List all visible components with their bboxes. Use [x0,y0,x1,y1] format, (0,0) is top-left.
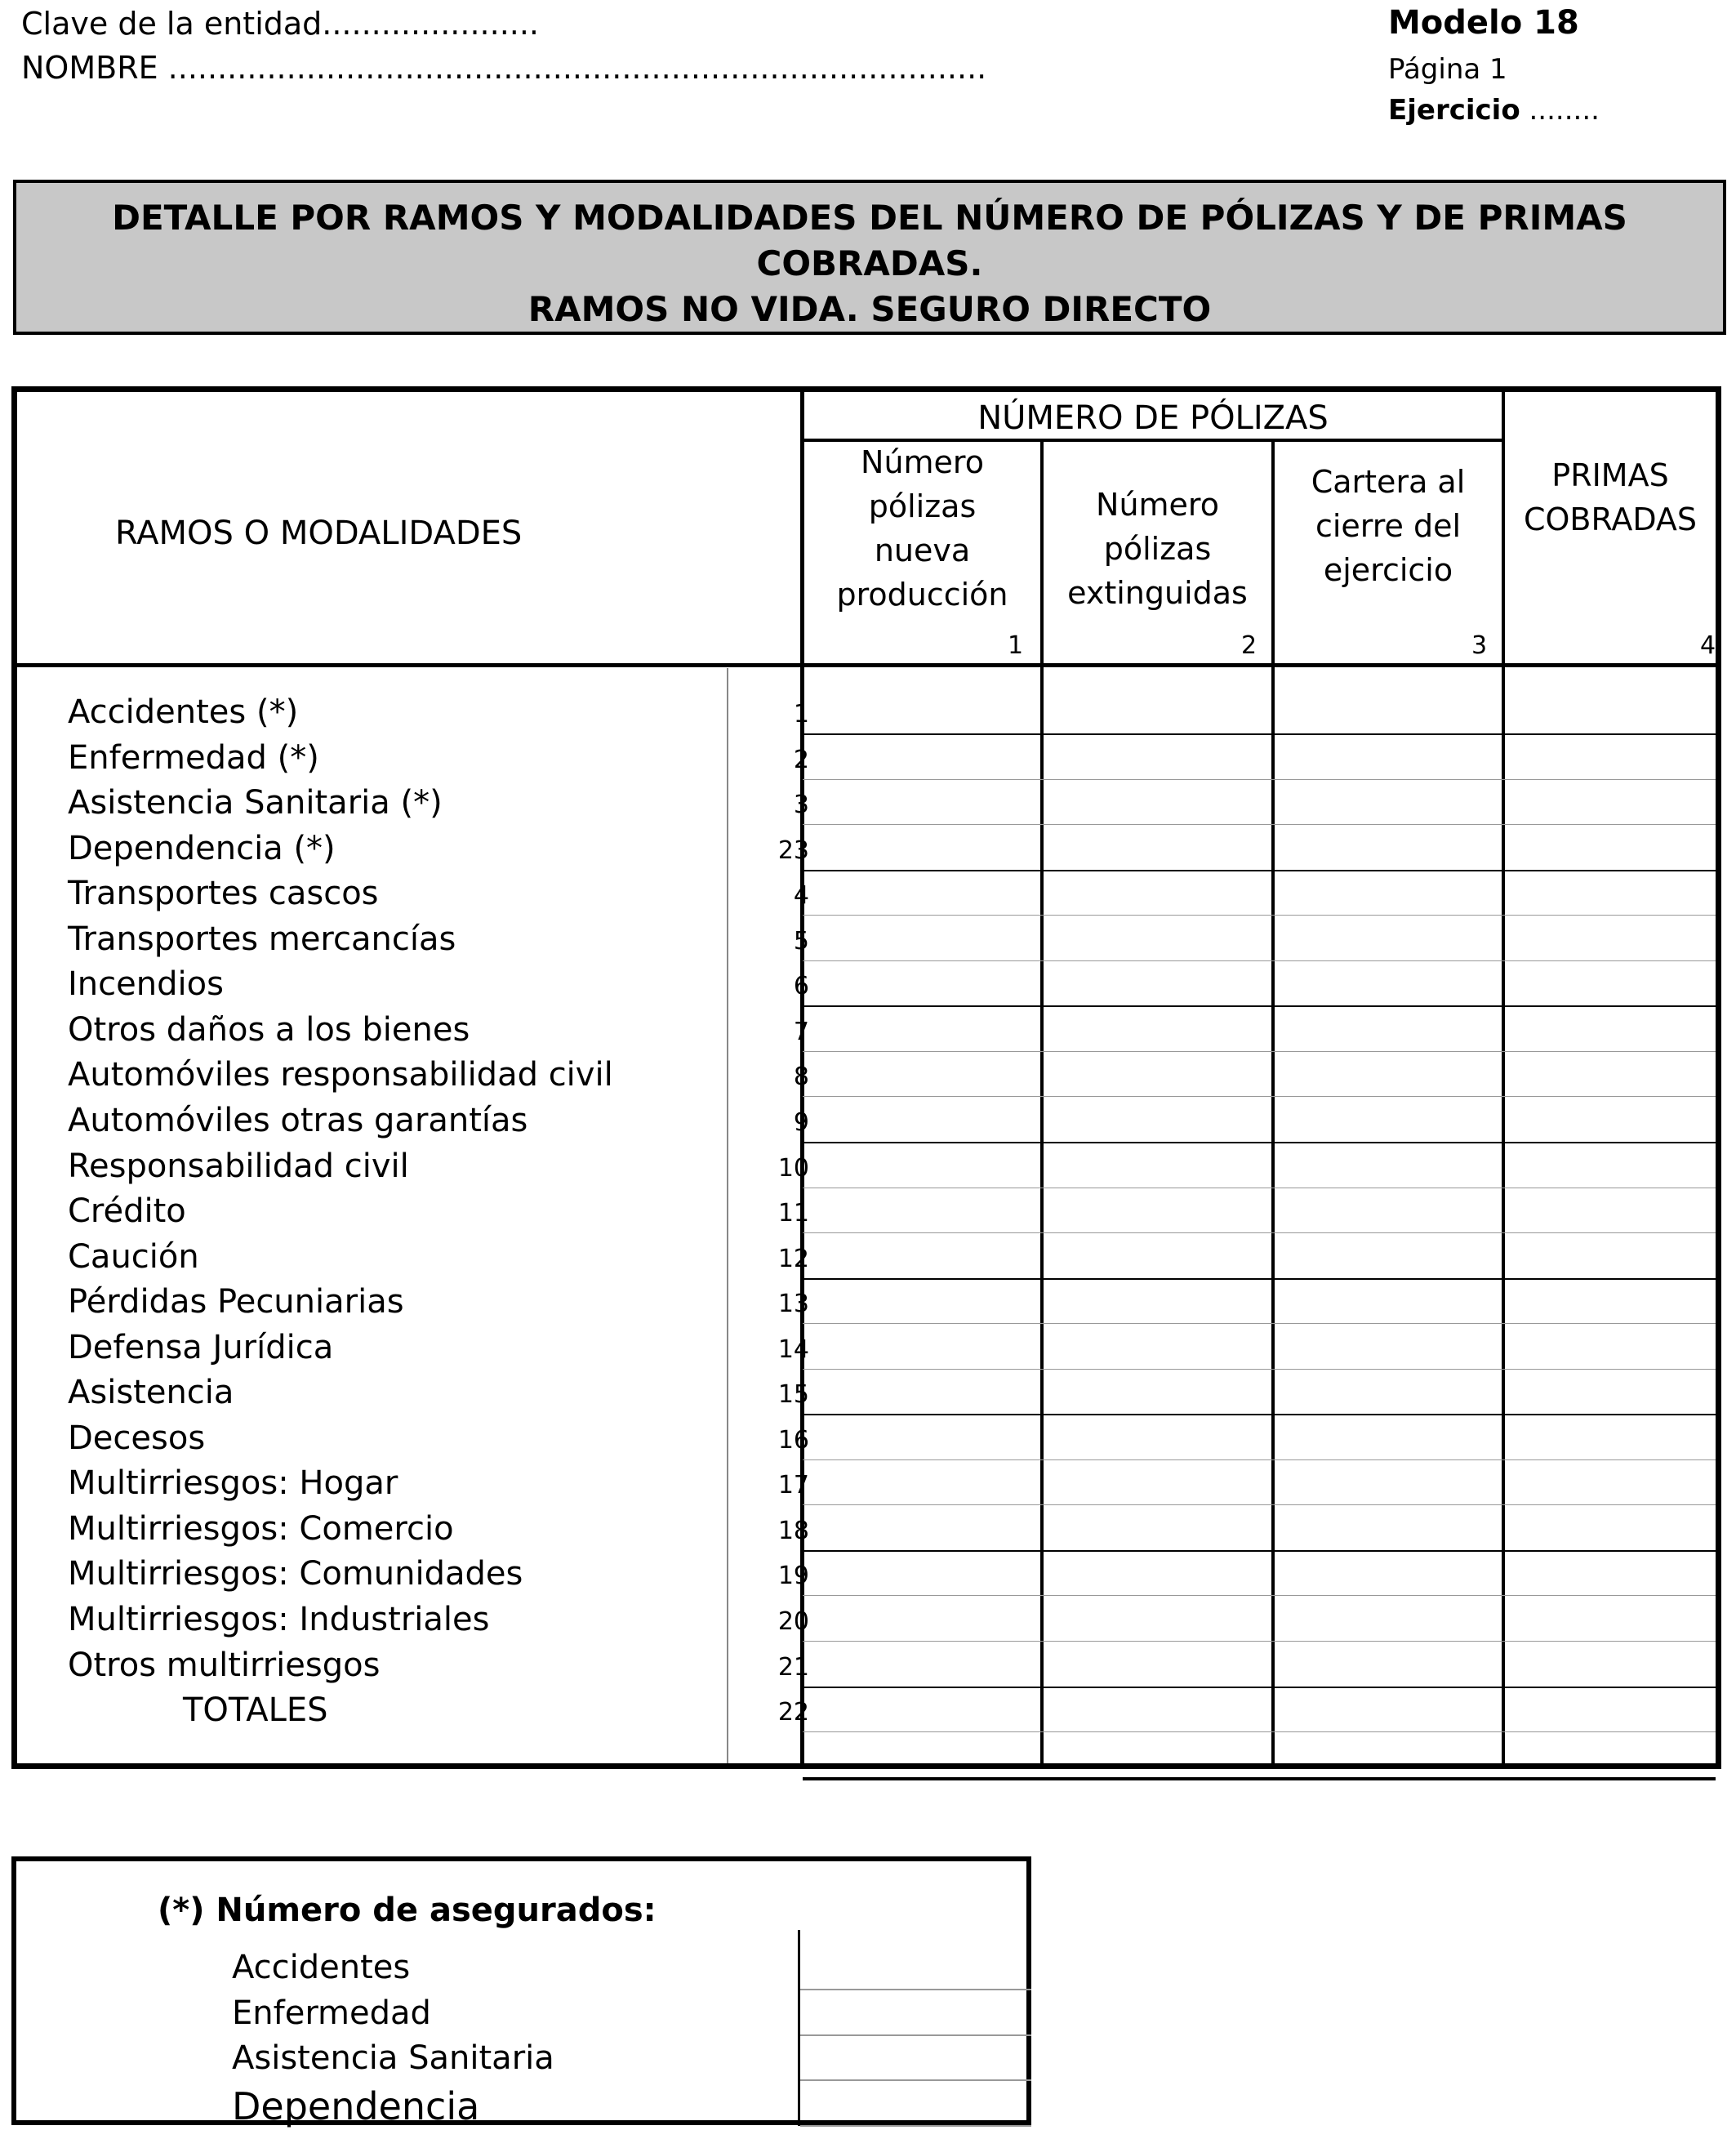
input-cell[interactable] [1275,1597,1502,1639]
input-cell[interactable] [1505,1506,1716,1549]
input-cell[interactable] [1505,1098,1716,1140]
row-number: 5 [793,926,809,956]
policies-table [11,386,1721,1769]
input-cell[interactable] [1505,1461,1716,1504]
input-cell[interactable] [1275,1506,1502,1549]
input-cell[interactable] [1505,962,1716,1005]
column-header-line: Cartera al [1311,464,1466,500]
input-cell[interactable] [804,1098,1040,1140]
grid-row-line [803,1504,1716,1505]
input-cell[interactable] [804,871,1040,914]
column-header-1 [804,441,1040,617]
row-label: Crédito [68,1192,186,1231]
insured-count-input[interactable] [800,1945,1031,1990]
input-cell[interactable] [1044,1143,1271,1186]
input-cell[interactable] [1505,1642,1716,1685]
banner-line-3: RAMOS NO VIDA. SEGURO DIRECTO [527,289,1212,329]
input-cell[interactable] [1275,1098,1502,1140]
ramos-header: RAMOS O MODALIDADES [115,515,523,552]
input-cell[interactable] [1505,1143,1716,1186]
row-label: Incendios [68,965,224,1004]
input-cell[interactable] [1044,1325,1271,1367]
row-number: 13 [777,1290,809,1319]
input-cell[interactable] [1275,1280,1502,1322]
input-cell[interactable] [1044,916,1271,959]
insured-count-title: (*) Número de asegurados: [158,1892,657,1929]
input-cell[interactable] [804,1597,1040,1639]
grid-row-line [803,1369,1716,1370]
row-number: 3 [793,791,809,820]
column-header-4 [1505,454,1716,542]
grid-row-line [803,1641,1716,1642]
input-cell[interactable] [1275,781,1502,823]
input-cell[interactable] [804,1370,1040,1413]
input-cell[interactable] [1505,781,1716,823]
column-number: 2 [1241,631,1257,660]
input-cell[interactable] [1275,1461,1502,1504]
input-cell[interactable] [1044,1642,1271,1685]
input-cell[interactable] [1505,689,1716,732]
grid-row-line [803,1096,1716,1097]
exercise-dots: ........ [1529,94,1600,127]
input-cell[interactable] [804,689,1040,732]
insured-count-input[interactable] [800,1990,1031,2036]
banner-line-1: DETALLE POR RAMOS Y MODALIDADES DEL NÚMERO DE PÓLIZAS Y DE PRIMAS [112,198,1627,238]
column-number: 1 [1008,631,1024,660]
input-cell[interactable] [1505,1415,1716,1458]
row-number: 8 [793,1063,809,1092]
grid-row-line [803,915,1716,916]
input-cell[interactable] [1044,871,1271,914]
input-cell[interactable] [1044,1552,1271,1594]
input-cell[interactable] [1044,826,1271,868]
input-cell[interactable] [1044,1098,1271,1140]
insured-count-input[interactable] [800,2035,1031,2081]
input-cell[interactable] [804,1642,1040,1685]
row-number: 10 [777,1153,809,1183]
input-cell[interactable] [804,1688,1040,1731]
page-number: Página 1 [1388,53,1507,86]
column-header-line: producción [836,576,1008,613]
input-cell[interactable] [804,1506,1040,1549]
input-cell[interactable] [1275,1552,1502,1594]
input-cell[interactable] [804,1415,1040,1458]
row-label: Accidentes (*) [68,693,299,731]
input-cell[interactable] [804,1143,1040,1186]
row-label: Multirriesgos: Hogar [68,1464,398,1503]
insured-count-box [11,1856,1031,2128]
row-label: Multirriesgos: Industriales [68,1601,490,1638]
row-label: Enfermedad (*) [68,738,319,777]
row-label: Dependencia (*) [68,829,336,867]
row-label: Asistencia Sanitaria (*) [68,784,443,822]
entity-name-field: NOMBRE ................................................................................... [21,50,987,86]
grid-row-line [803,779,1716,780]
insured-item-label: Asistencia Sanitaria [232,2039,554,2077]
input-cell[interactable] [804,1053,1040,1095]
input-cell[interactable] [1044,781,1271,823]
column-header-line: pólizas [1103,530,1212,567]
input-cell[interactable] [1044,1415,1271,1458]
input-cell[interactable] [804,1461,1040,1504]
input-cell[interactable] [1044,1597,1271,1639]
column-header-line: PRIMAS [1551,457,1669,493]
row-number: 18 [777,1516,809,1545]
column-header-2 [1044,484,1271,616]
banner-line-2: COBRADAS. [756,243,983,283]
input-cell[interactable] [1505,735,1716,778]
input-cell[interactable] [1275,1370,1502,1413]
input-cell[interactable] [1505,1370,1716,1413]
input-cell[interactable] [1275,1642,1502,1685]
input-cell[interactable] [1505,1007,1716,1049]
input-cell[interactable] [804,1325,1040,1367]
row-number: 6 [793,972,809,1001]
grid-row-line [803,1051,1716,1052]
input-cell[interactable] [1275,916,1502,959]
exercise-label: Ejercicio [1388,94,1520,127]
row-number: 9 [793,1107,809,1137]
row-number: 2 [793,745,809,774]
input-cell[interactable] [1044,689,1271,732]
grid-row-line [803,1459,1716,1460]
grid-row-line [803,1595,1716,1596]
input-cell[interactable] [1044,1189,1271,1232]
row-label: Caución [68,1237,199,1276]
input-cell[interactable] [804,1234,1040,1277]
input-cell[interactable] [804,781,1040,823]
row-label: Asistencia [68,1374,234,1412]
insured-item-label: Dependencia [232,2083,480,2128]
row-number: 1 [793,700,809,729]
row-number: 11 [777,1199,809,1228]
input-cell[interactable] [804,916,1040,959]
input-cell[interactable] [804,735,1040,778]
input-cell[interactable] [1275,1007,1502,1049]
row-number: 19 [777,1562,809,1591]
grid-row-line [803,960,1716,961]
input-cell[interactable] [1505,916,1716,959]
row-number: 15 [777,1380,809,1410]
row-number: 20 [777,1607,809,1636]
input-cell[interactable] [1275,1415,1502,1458]
grid-row-line [803,1232,1716,1233]
input-cell[interactable] [1044,735,1271,778]
exercise-field [1388,94,1600,127]
input-cell[interactable] [1275,826,1502,868]
input-cell[interactable] [1505,1234,1716,1277]
row-number: 14 [777,1335,809,1364]
input-cell[interactable] [1505,1280,1716,1322]
polizas-group-header: NÚMERO DE PÓLIZAS [977,399,1329,437]
row-label: Automóviles otras garantías [68,1101,528,1139]
input-cell[interactable] [1275,689,1502,732]
insured-item-label: Accidentes [232,1949,411,1986]
column-number: 4 [1700,631,1716,660]
input-cell[interactable] [804,826,1040,868]
column-header-line: Número [861,444,984,480]
input-cell[interactable] [1044,1370,1271,1413]
input-cell[interactable] [1275,962,1502,1005]
column-number: 3 [1471,631,1488,660]
input-cell[interactable] [804,1189,1040,1232]
column-header-line: ejercicio [1323,551,1453,588]
input-cell[interactable] [1275,735,1502,778]
row-number: 23 [777,836,809,865]
row-number: 22 [777,1698,809,1727]
entity-key-field: Clave de la entidad...................... [21,6,540,42]
input-cell[interactable] [1275,1234,1502,1277]
input-cell[interactable] [1505,1189,1716,1232]
input-cell[interactable] [804,1007,1040,1049]
row-label: Defensa Jurídica [68,1328,334,1366]
title-banner [13,180,1726,335]
input-cell[interactable] [1044,1688,1271,1731]
row-label: Multirriesgos: Comercio [68,1509,454,1548]
column-header-line: extinguidas [1067,574,1248,611]
input-cell[interactable] [1275,1688,1502,1731]
input-cell[interactable] [1275,1189,1502,1232]
input-cell[interactable] [1275,871,1502,914]
input-cell[interactable] [1275,1143,1502,1186]
column-header-line: Número [1096,487,1219,523]
input-cell[interactable] [1044,1280,1271,1322]
input-cell[interactable] [804,962,1040,1005]
input-cell[interactable] [804,1280,1040,1322]
grid-row-line [803,1731,1716,1732]
row-number: 4 [793,881,809,911]
input-cell[interactable] [1505,1325,1716,1367]
model-number: Modelo 18 [1388,4,1579,42]
row-label: Otros multirriesgos [68,1646,381,1684]
column-header-3 [1275,461,1502,593]
grid-row-line [803,1777,1716,1780]
row-label: Multirriesgos: Comunidades [68,1555,523,1593]
input-cell[interactable] [804,1552,1040,1594]
column-header-line: cierre del [1315,507,1462,544]
row-label: Decesos [68,1419,206,1457]
input-cell[interactable] [1044,1506,1271,1549]
insured-item-label: Enfermedad [232,1994,431,2032]
input-cell[interactable] [1044,1007,1271,1049]
row-number: 21 [777,1652,809,1682]
row-label: Automóviles responsabilidad civil [68,1056,613,1094]
input-cell[interactable] [1044,962,1271,1005]
row-label: Otros daños a los bienes [68,1010,470,1049]
row-number: 16 [777,1425,809,1455]
input-cell[interactable] [1275,1325,1502,1367]
row-number: 7 [793,1017,809,1046]
column-header-line: pólizas [868,488,977,524]
input-cell[interactable] [1505,1688,1716,1731]
grid-row-line [803,824,1716,825]
input-cell[interactable] [1505,1053,1716,1095]
row-number: 12 [777,1244,809,1273]
input-cell[interactable] [1044,1234,1271,1277]
grid-row-line [803,1323,1716,1324]
row-label: TOTALES [183,1691,328,1730]
column-header-line: nueva [874,532,971,568]
row-label: Transportes mercancías [68,920,456,958]
input-cell[interactable] [1505,1597,1716,1639]
input-cell[interactable] [1505,871,1716,914]
input-cell[interactable] [1044,1461,1271,1504]
row-label: Responsabilidad civil [68,1147,409,1185]
input-cell[interactable] [1505,1552,1716,1594]
input-cell[interactable] [1044,1053,1271,1095]
column-header-line: COBRADAS [1523,501,1698,537]
input-cell[interactable] [1505,826,1716,868]
row-label: Transportes cascos [68,875,379,913]
row-number: 17 [777,1471,809,1500]
input-cell[interactable] [1275,1053,1502,1095]
row-label: Pérdidas Pecuniarias [68,1283,404,1321]
insured-count-input[interactable] [800,2081,1031,2127]
